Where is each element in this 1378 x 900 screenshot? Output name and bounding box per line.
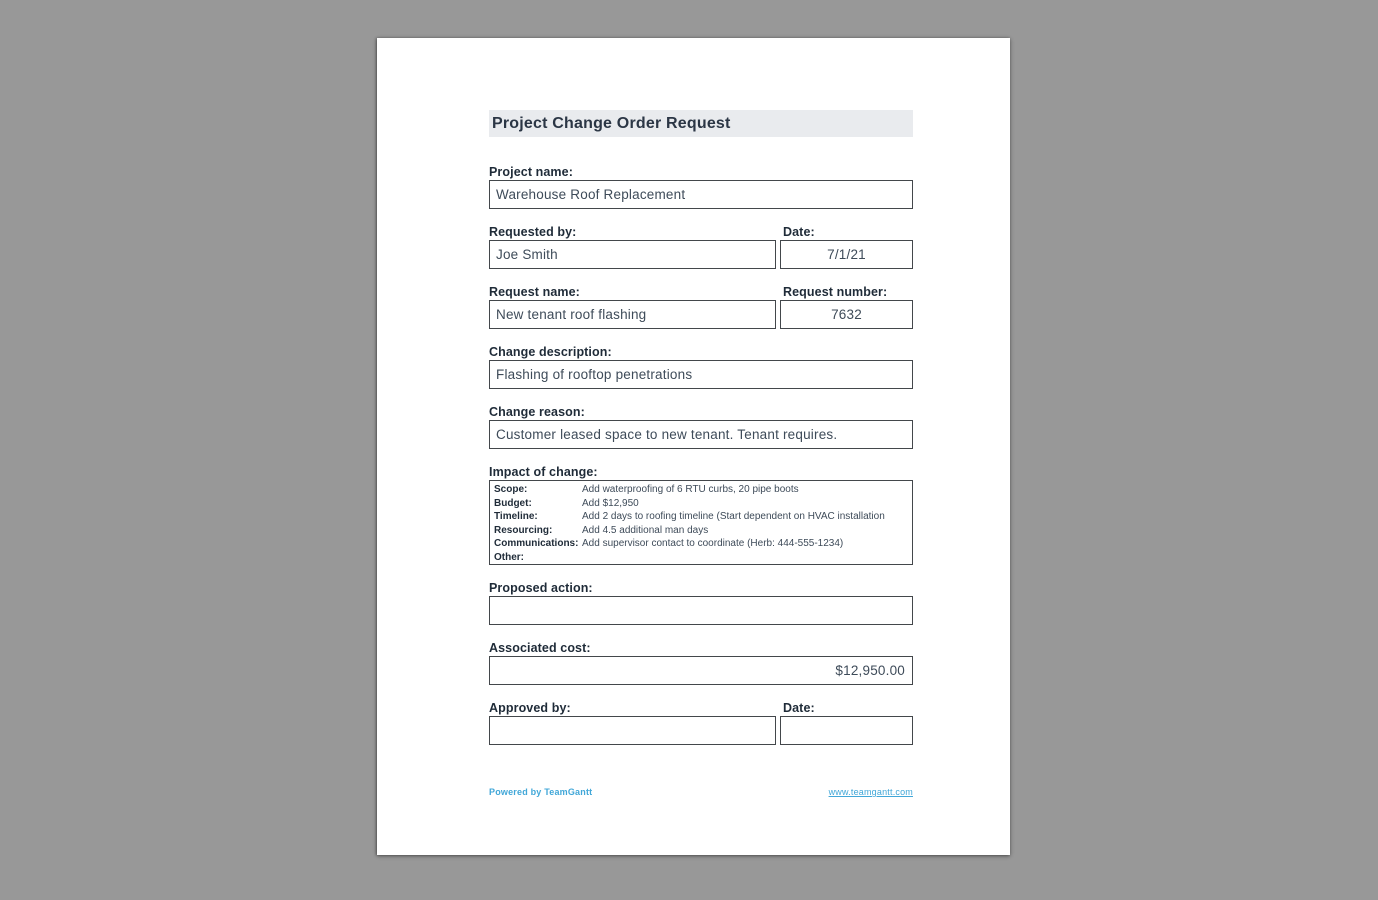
document-title: Project Change Order Request	[492, 115, 731, 132]
requested-by-label: Requested by:	[489, 225, 577, 239]
change-reason-label: Change reason:	[489, 405, 585, 419]
request-date-field[interactable]: 7/1/21	[780, 240, 913, 269]
request-name-section	[489, 285, 913, 329]
impact-row-budget	[494, 497, 912, 511]
request-name-label: Request name:	[489, 285, 580, 299]
approval-date-column	[780, 701, 913, 745]
change-reason-section	[489, 405, 913, 449]
approval-date-field[interactable]	[780, 716, 913, 745]
document-page	[377, 38, 1010, 855]
impact-scope-label: Scope:	[494, 484, 528, 495]
associated-cost-field[interactable]: $12,950.00	[489, 656, 913, 685]
approved-by-field[interactable]	[489, 716, 776, 745]
impact-row-communications	[494, 537, 912, 551]
requested-by-field[interactable]: Joe Smith	[489, 240, 776, 269]
impact-of-change-label: Impact of change:	[489, 465, 598, 479]
request-date-column	[780, 225, 913, 269]
impact-other-label: Other:	[494, 551, 524, 563]
impact-resourcing-label: Resourcing:	[494, 524, 553, 536]
impact-of-change-section	[489, 465, 913, 565]
proposed-action-field[interactable]	[489, 596, 913, 625]
request-number-column	[780, 285, 913, 329]
impact-communications-label: Communications:	[494, 538, 579, 549]
teamgantt-website-link[interactable]: www.teamgantt.com	[828, 787, 913, 797]
impact-row-resourcing	[494, 524, 912, 538]
change-description-section	[489, 345, 913, 389]
impact-row-other	[494, 551, 912, 565]
impact-scope-value: Add waterproofing of 6 RTU curbs, 20 pipe boots	[582, 484, 799, 495]
project-name-label: Project name:	[489, 165, 573, 179]
approval-section	[489, 701, 913, 745]
impact-resourcing-value: Add 4.5 additional man days	[582, 524, 709, 536]
document-footer	[489, 787, 913, 797]
project-name-section	[489, 165, 913, 209]
impact-timeline-label: Timeline:	[494, 511, 538, 522]
request-number-field[interactable]: 7632	[780, 300, 913, 329]
request-name-field[interactable]: New tenant roof flashing	[489, 300, 776, 329]
impact-communications-value: Add supervisor contact to coordinate (Herb: 444-555-1234)	[582, 538, 844, 549]
request-number-label: Request number:	[783, 285, 888, 299]
change-description-label: Change description:	[489, 345, 612, 359]
impact-timeline-value: Add 2 days to roofing timeline (Start dependent on HVAC installation	[582, 511, 885, 522]
approval-date-label: Date:	[783, 701, 815, 715]
powered-by-link[interactable]: Powered by TeamGantt	[489, 787, 593, 797]
request-date-label: Date:	[783, 225, 815, 239]
impact-row-timeline	[494, 510, 912, 524]
requested-by-section	[489, 225, 913, 269]
approved-by-column	[489, 701, 776, 745]
project-name-field[interactable]: Warehouse Roof Replacement	[489, 180, 913, 209]
change-reason-field[interactable]: Customer leased space to new tenant. Tenant requires.	[489, 420, 913, 449]
impact-row-scope	[494, 483, 912, 497]
impact-other-value	[582, 551, 912, 565]
associated-cost-section	[489, 641, 913, 685]
requested-by-column	[489, 225, 776, 269]
change-description-field[interactable]: Flashing of rooftop penetrations	[489, 360, 913, 389]
proposed-action-label: Proposed action:	[489, 581, 593, 595]
document-title-bar	[489, 110, 913, 137]
associated-cost-label: Associated cost:	[489, 641, 591, 655]
proposed-action-section	[489, 581, 913, 625]
approved-by-label: Approved by:	[489, 701, 571, 715]
request-name-column	[489, 285, 776, 329]
impact-of-change-field[interactable]	[489, 480, 913, 565]
form-content	[489, 110, 913, 797]
impact-budget-value: Add $12,950	[582, 497, 639, 509]
impact-budget-label: Budget:	[494, 497, 532, 509]
